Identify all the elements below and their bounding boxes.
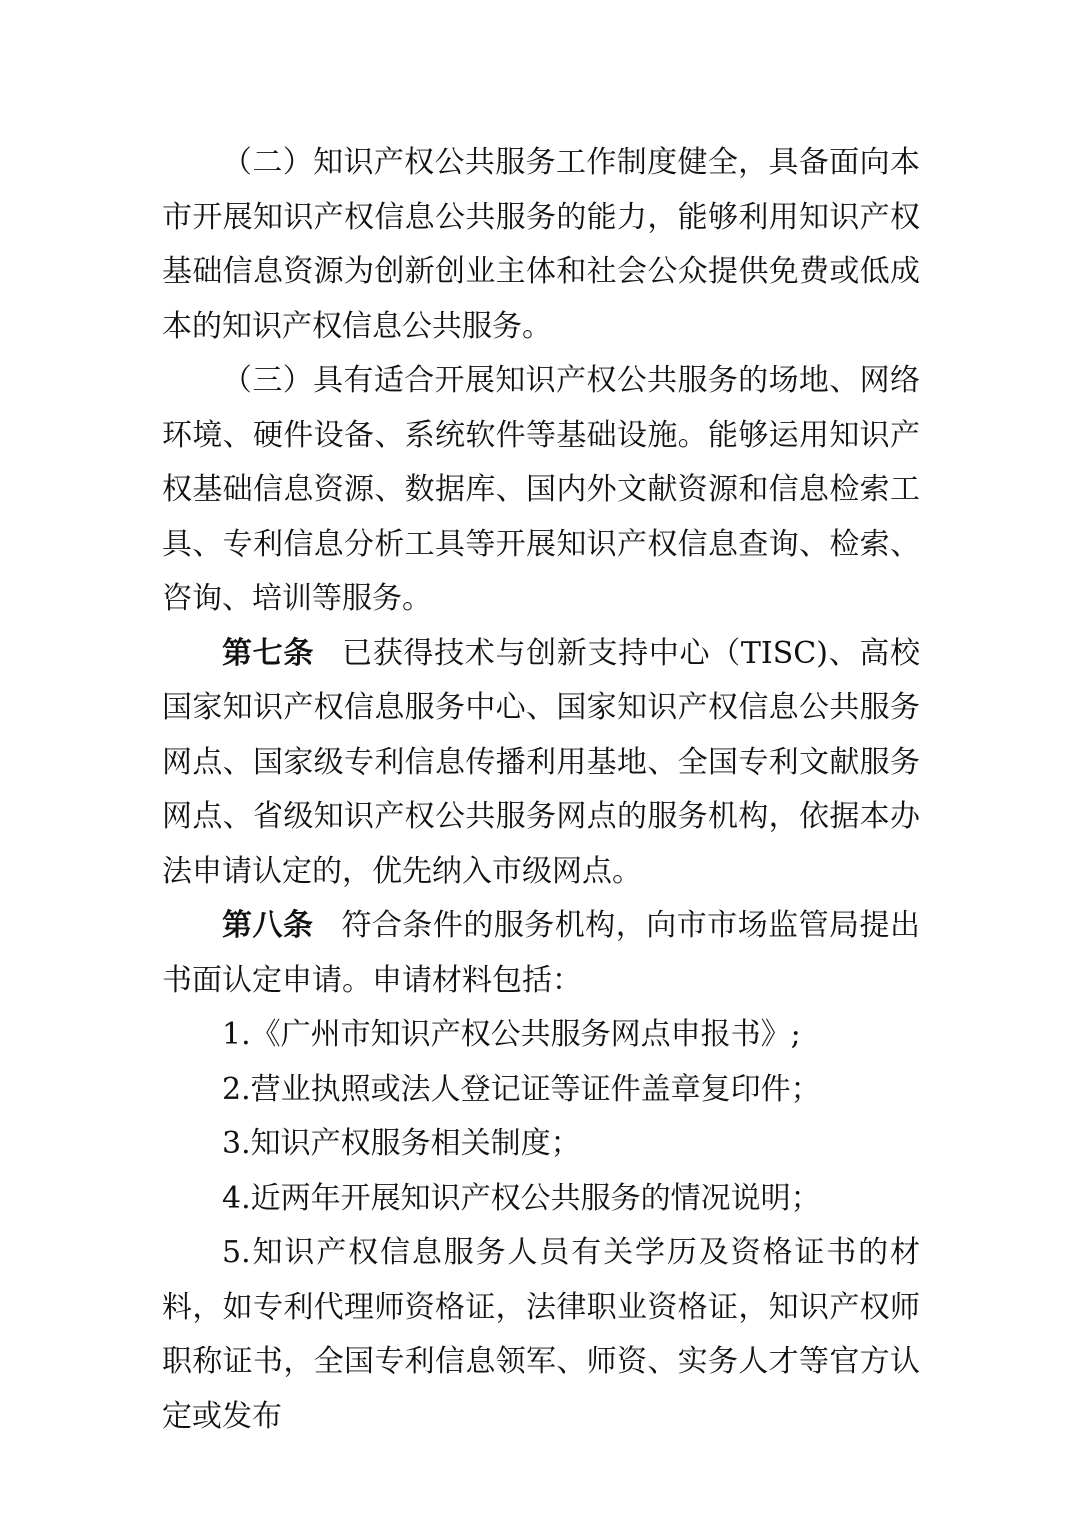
material-item-2: 2.营业执照或法人登记证等证件盖章复印件； bbox=[222, 1071, 821, 1107]
article-7-text: 已获得技术与创新支持中心（TISC)、高校国家知识产权信息服务中心、国家知识产权信息公共服务网点、国家级专利信息传播利用基地、全国专利文献服务网点、省级知识产权公共服务网点的服务机构，依据本办法申请认定的，优先纳入市级网点。 bbox=[162, 635, 920, 889]
material-item-1: 1.《广州市知识产权公共服务网点申报书》; bbox=[222, 1017, 801, 1052]
paragraph-item-2: （二）知识产权公共服务工作制度健全，具备面向本市开展知识产权信息公共服务的能力，能够利用知识产权基础信息资源为创新创业主体和社会公众提供免费或低成本的知识产权信息公共服务。 bbox=[162, 145, 920, 344]
article-8 bbox=[162, 899, 920, 1008]
document-page bbox=[162, 136, 920, 1444]
article-8-text: 符合条件的服务机构，向市市场监管局提出书面认定申请。申请材料包括： bbox=[162, 908, 921, 998]
article-7 bbox=[162, 627, 920, 900]
material-item-4: 4.近两年开展知识产权公共服务的情况说明； bbox=[222, 1180, 821, 1216]
material-item-5: 5.知识产权信息服务人员有关学历及资格证书的材料，如专利代理师资格证，法律职业资格证，知识产权师职称证书，全国专利信息领军、师资、实务人才等官方认定或发布 bbox=[162, 1235, 920, 1434]
paragraph-item-3: （三）具有适合开展知识产权公共服务的场地、网络环境、硬件设备、系统软件等基础设施。能够运用知识产权基础信息资源、数据库、国内外文献资源和信息检索工具、专利信息分析工具等开展知识产权信息查询、检索、咨询、培训等服务。 bbox=[162, 363, 920, 616]
material-item-3: 3.知识产权服务相关制度； bbox=[222, 1126, 581, 1161]
article-8-number: 第八条 bbox=[222, 908, 314, 943]
article-7-number: 第七条 bbox=[222, 635, 315, 671]
